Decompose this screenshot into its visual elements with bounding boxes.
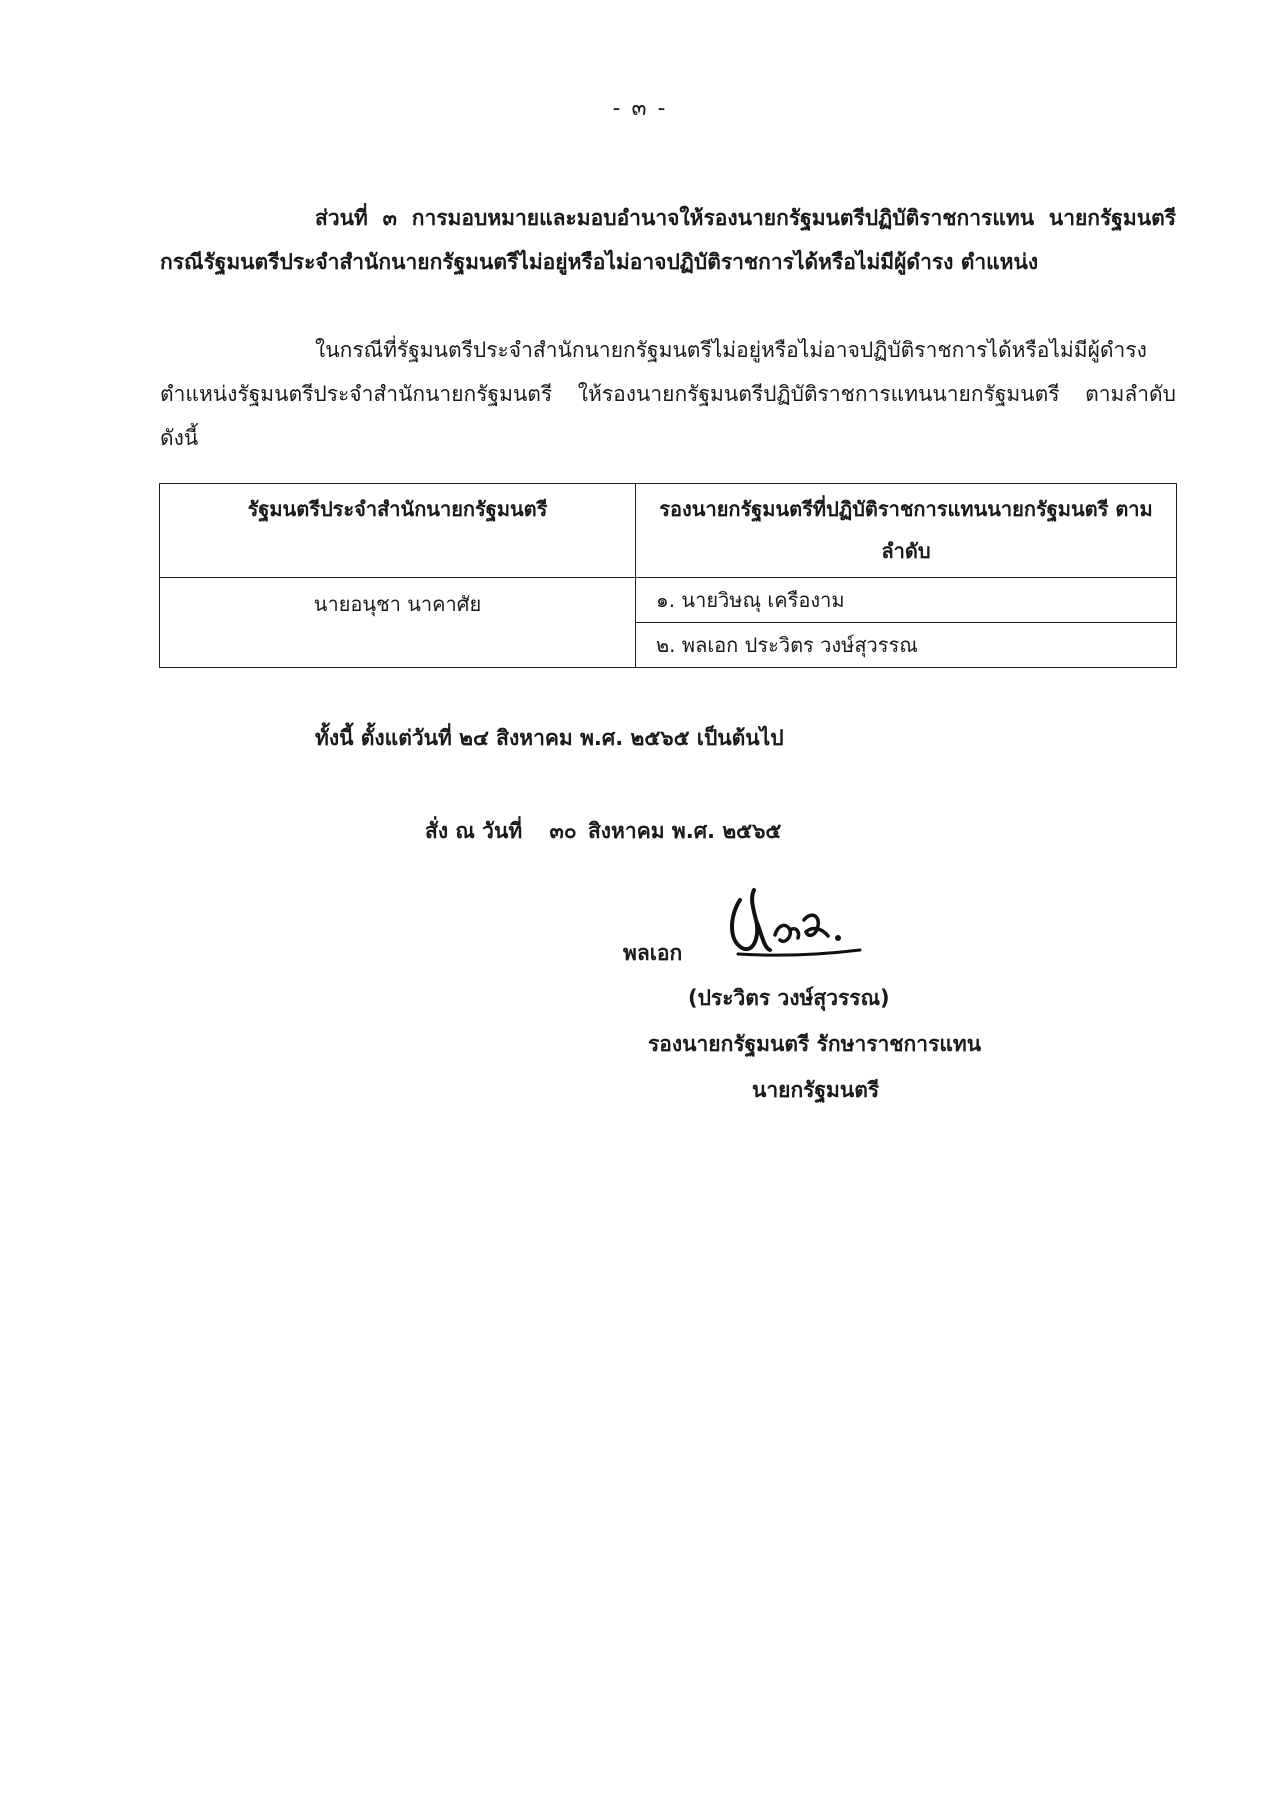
signatory-title-line-1: รองนายกรัฐมนตรี รักษาราชการแทน: [648, 1032, 982, 1056]
signatory-title-line-2: นายกรัฐมนตรี: [752, 1078, 880, 1102]
table-header-row: [160, 484, 1177, 578]
order-month-year: สิงหาคม พ.ศ. ๒๕๖๕: [587, 819, 782, 843]
order-date-line: [425, 815, 781, 848]
order-date-prefix: สั่ง ณ วันที่: [425, 819, 523, 843]
effective-date-line: ทั้งนี้ ตั้งแต่วันที่ ๒๔ สิงหาคม พ.ศ. ๒๕๖๕ เป็นต้นไป: [315, 726, 784, 750]
signatory-name: (ประวิตร วงษ์สุวรรณ): [688, 986, 890, 1010]
section-heading: ส่วนที่ ๓ การมอบหมายและมอบอำนาจให้รองนายกรัฐมนตรีปฏิบัติราชการแทน นายกรัฐมนตรี กรณีรัฐมนตรีประจำสำนักนายกรัฐมนตรีไม่อยู่หรือไม่อาจปฏิบัติราชการได้หรือไม่มีผู้ดำรง ตำแหน่ง: [160, 206, 1176, 274]
deputy-cell-2: ๒. พลเอก ประวิตร วงษ์สุวรรณ: [636, 622, 1177, 667]
minister-name-cell: นายอนุชา นาคาศัย: [160, 577, 636, 668]
deputy-cell-1: ๑. นายวิษณุ เครืองาม: [636, 577, 1177, 622]
signature-rank: พลเอก: [623, 941, 683, 965]
handwritten-signature: [720, 880, 870, 970]
table-row: [160, 577, 1177, 622]
delegation-table: [159, 483, 1177, 668]
header-deputy: รองนายกรัฐมนตรีที่ปฏิบัติราชการแทนนายกรัฐมนตรี ตามลำดับ: [636, 484, 1177, 578]
header-minister: รัฐมนตรีประจำสำนักนายกรัฐมนตรี: [160, 484, 636, 578]
page-number: - ๓ -: [612, 96, 668, 121]
order-day-handwritten: ๓๐: [549, 819, 577, 843]
body-paragraph: ในกรณีที่รัฐมนตรีประจำสำนักนายกรัฐมนตรีไม่อยู่หรือไม่อาจปฏิบัติราชการได้หรือไม่มีผู้ดำรง ตำแหน่งรัฐมนตรีประจำสำนักนายกรัฐมนตรี ให้รองนายกรัฐมนตรีปฏิบัติราชการแทนนายกรัฐมนตรี ตามลำดับ ดังนี้: [160, 338, 1176, 450]
